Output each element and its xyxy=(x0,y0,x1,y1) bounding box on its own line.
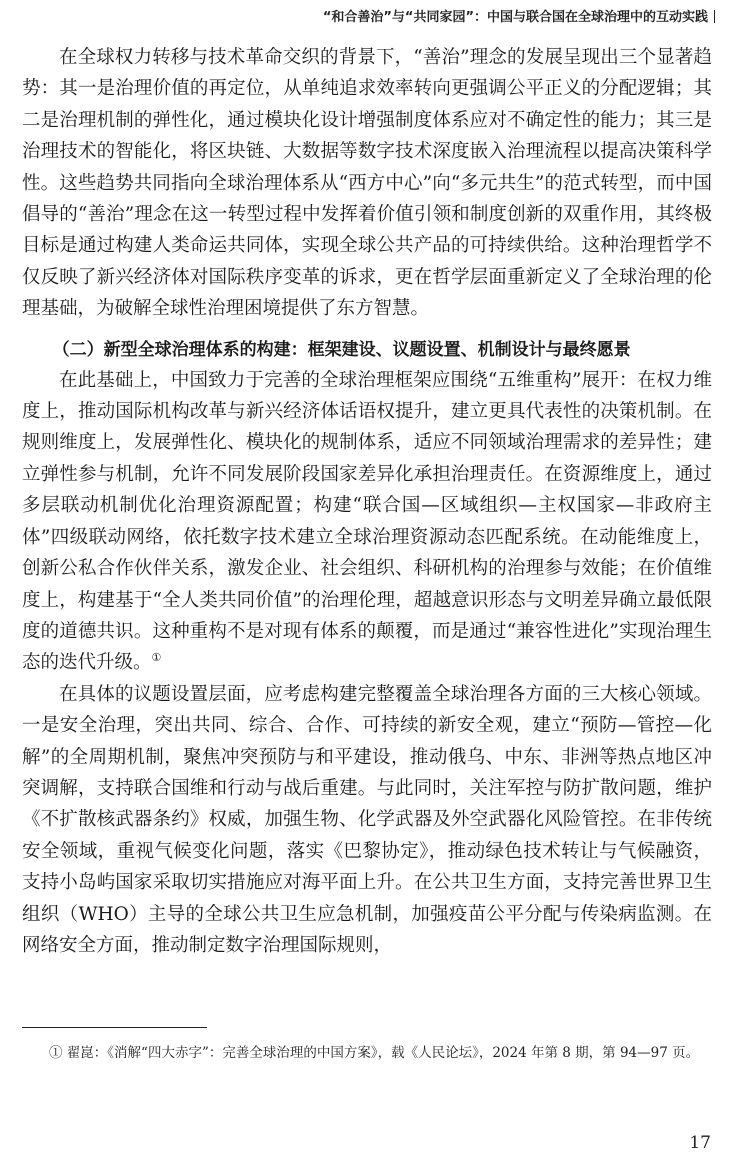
paragraph-1: 在全球权力转移与技术革命交织的背景下，“善治”理念的发展呈现出三个显著趋势：其一是治理价值的再定位，从单纯追求效率转向更强调公平正义的分配逻辑；其二是治理机制的弹性化，通过模块化设计增强制度体系应对不确定性的能力；其三是治理技术的智能化，将区块链、大数据等数字技术深度嵌入治理流程以提高决策科学性。这些趋势共同指向全球治理体系从“西方中心”向“多元共生”的范式转型，而中国倡导的“善治”理念在这一转型过程中发挥着价值引领和制度创新的双重作用，其终极目标是通过构建人类命运共同体，实现全球公共产品的可持续供给。这种治理哲学不仅反映了新兴经济体对国际秩序变革的诉求，更在哲学层面重新定义了全球治理的伦理基础，为破解全球性治理困境提供了东方智慧。 xyxy=(22,47,712,320)
body-text xyxy=(22,42,712,961)
paragraph-2-text: 在此基础上，中国致力于完善的全球治理框架应围绕“五维重构”展开：在权力维度上，推动国际机构改革与新兴经济体话语权提升，建立更具代表性的决策机制。在规则维度上，发展弹性化、模块化的规制体系，适应不同领域治理需求的差异性；建立弹性参与机制，允许不同发展阶段国家差异化承担治理责任。在资源维度上，通过多层联动机制优化治理资源配置；构建“联合国—区域组织—主权国家—非政府主体”四级联动网络，依托数字技术建立全球治理资源动态匹配系统。在动能维度上，创新公私合作伙伴关系，激发企业、社会组织、科研机构的治理参与效能；在价值维度上，构建基于“全人类共同价值”的治理伦理，超越意识形态与文明差异确立最低限度的道德共识。这种重构不是对现有体系的颠覆，而是通过“兼容性进化”实现治理生态的迭代升级。 xyxy=(22,369,712,674)
page-number: 17 xyxy=(689,1133,711,1153)
running-header xyxy=(323,6,715,25)
footnote-divider xyxy=(22,1027,207,1028)
running-header-title: “和合善治”与“共同家园”：中国与联合国在全球治理中的互动实践 xyxy=(322,10,708,25)
paragraph-2 xyxy=(22,365,712,679)
paragraph-3: 在具体的议题设置层面，应考虑构建完整覆盖全球治理各方面的三大核心领域。一是安全治理，突出共同、综合、合作、可持续的新安全观，建立“预防—管控—化解”的全周期机制，聚焦冲突预防与和平建设，推动俄乌、中东、非洲等热点地区冲突调解，支持联合国维和行动与战后重建。与此同时，关注军控与防扩散问题，维护《不扩散核武器条约》权威，加强生物、化学武器及外空武器化风险管控。在非传统安全领域，重视气候变化问题，落实《巴黎协定》，推动绿色技术转让与气候融资，支持小岛屿国家采取切实措施应对海平面上升。在公共卫生方面，支持完善世界卫生组织（WHO）主导的全球公共卫生应急机制，加强疫苗公平分配与传染病监测。在网络安全方面，推动制定数字治理国际规则， xyxy=(22,683,712,956)
footnote-reference[interactable]: ① xyxy=(151,651,162,665)
header-divider xyxy=(714,10,715,23)
section-heading: （二）新型全球治理体系的构建：框架建设、议题设置、机制设计与最终愿景 xyxy=(52,339,631,360)
footnote: ① 翟崑：《消解“四大赤字”：完善全球治理的中国方案》，载《人民论坛》，2024 年第 8 期，第 94—97 页。 xyxy=(49,1045,700,1061)
